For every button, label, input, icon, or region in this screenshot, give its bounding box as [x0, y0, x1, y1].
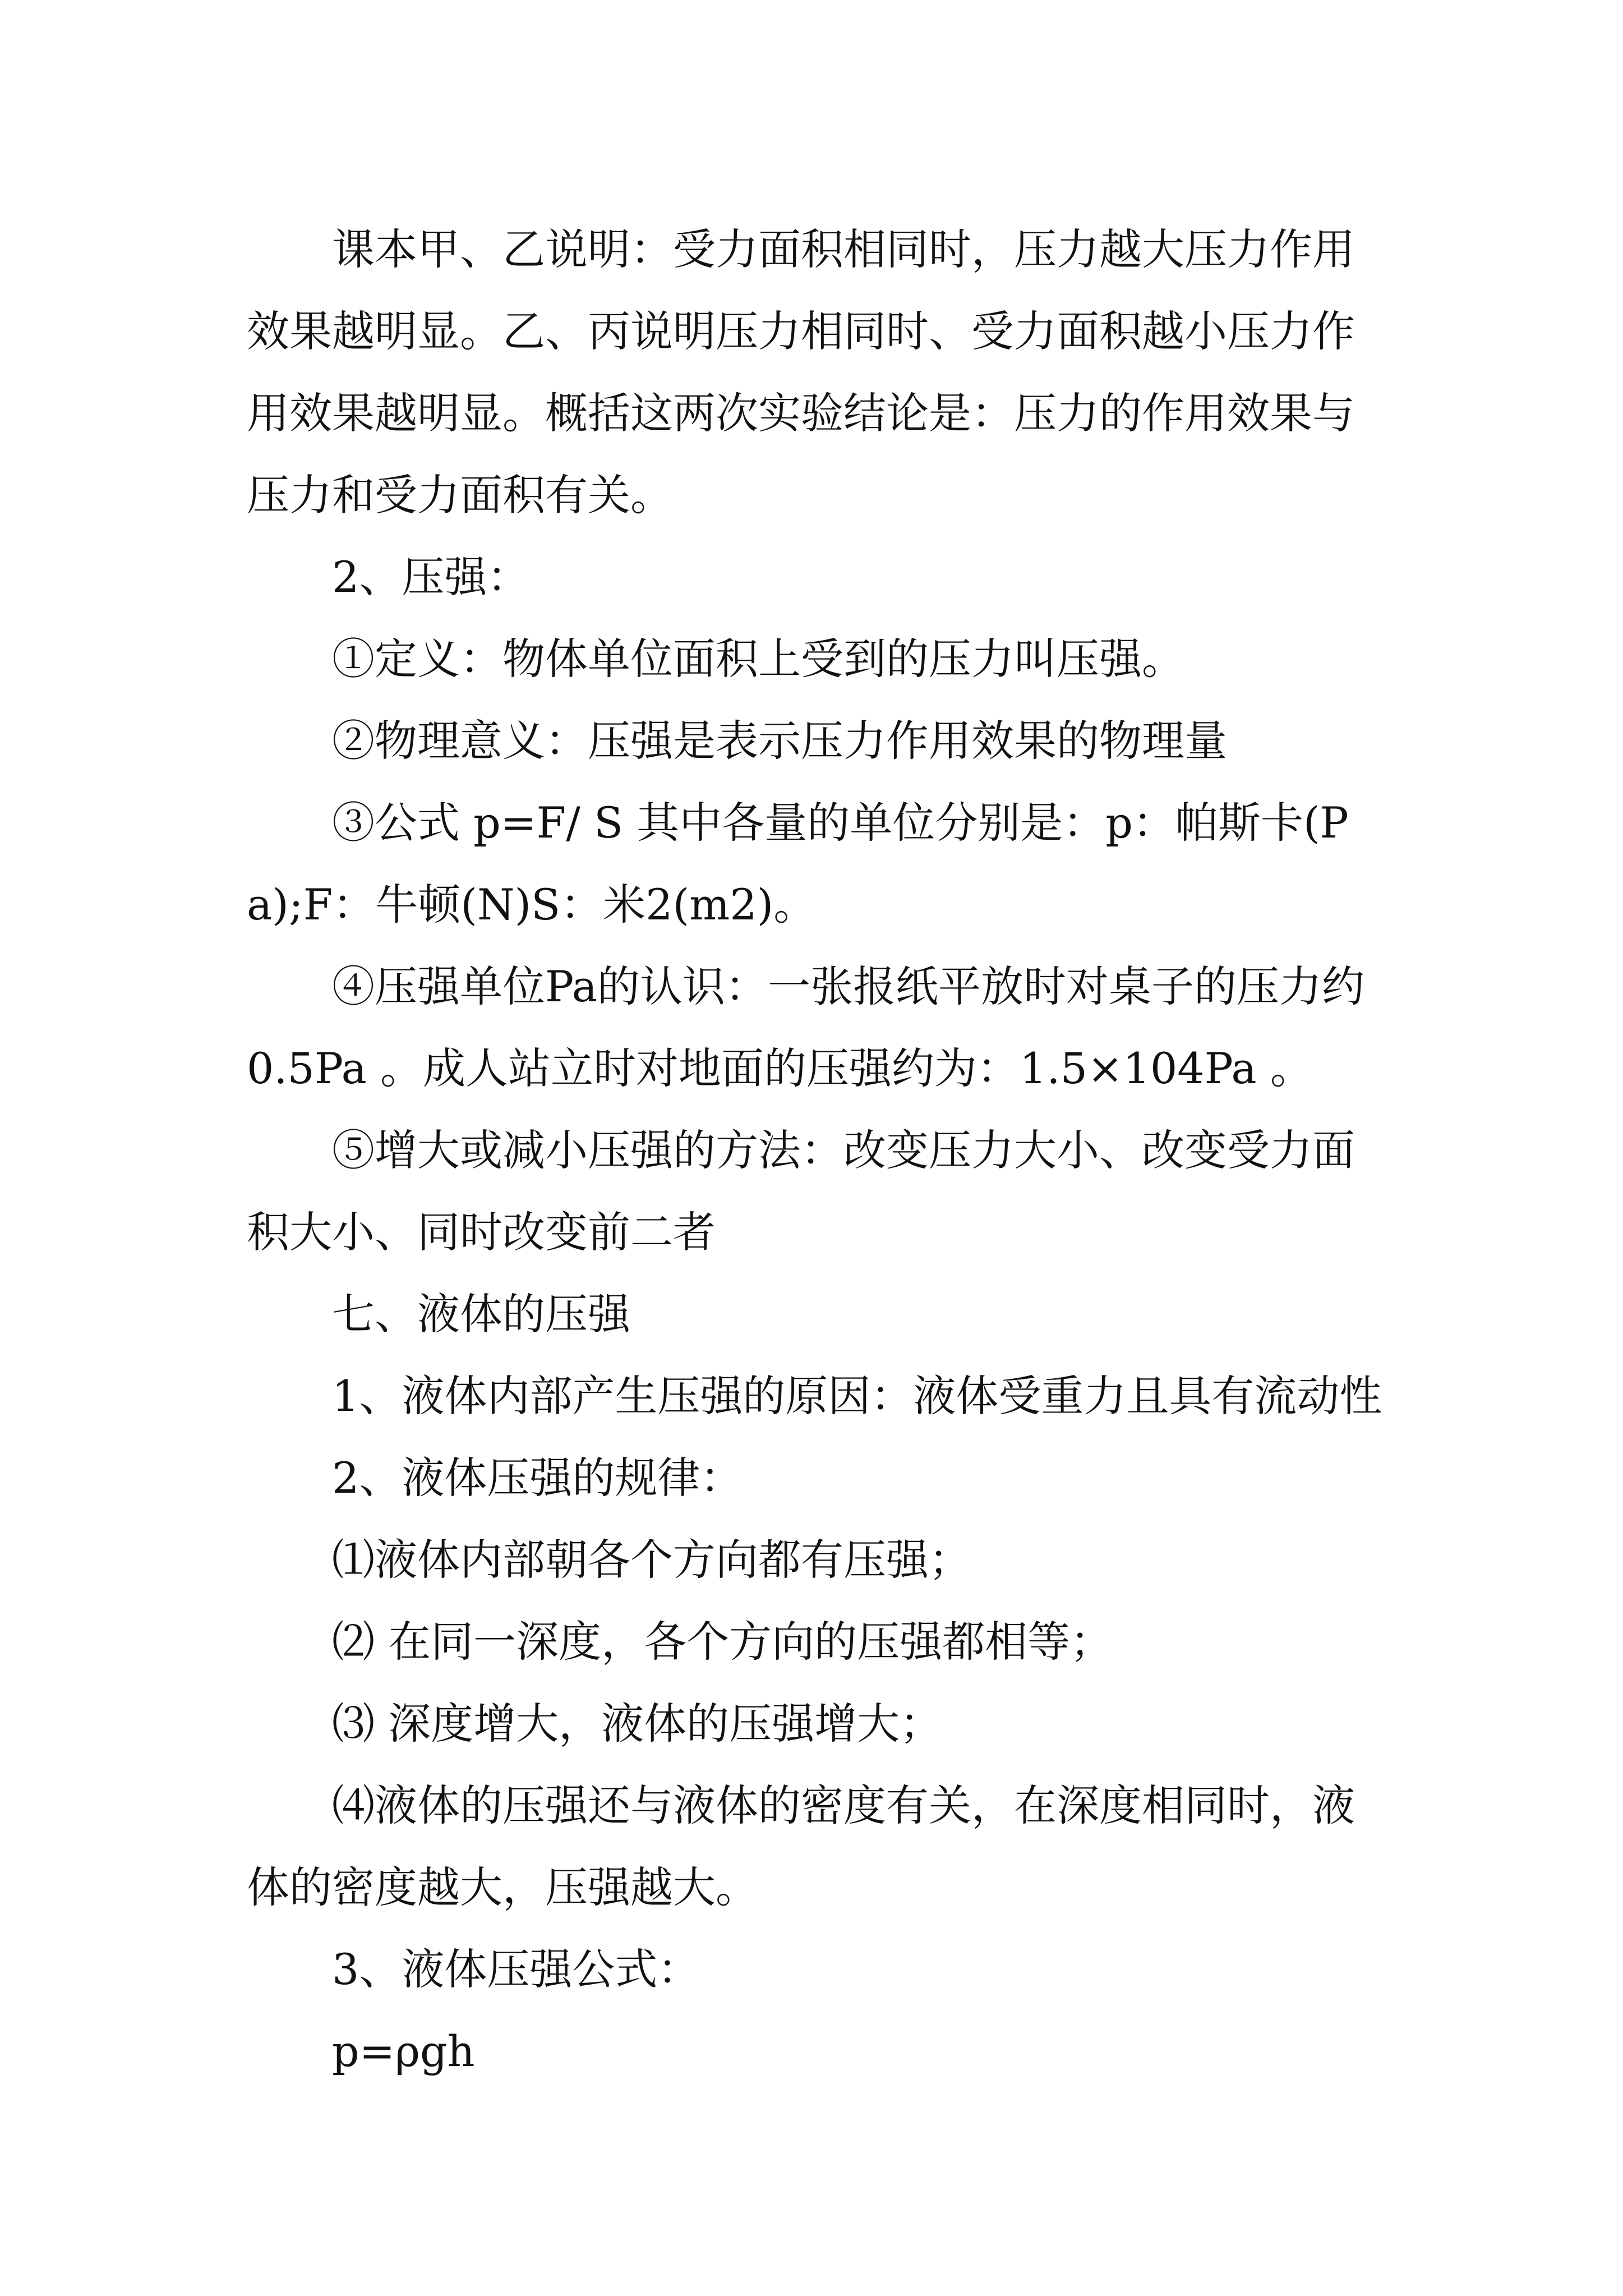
- liquid-pressure-rule-4: ⑷液体的压强还与液体的密度有关，在深度相同时，液体的密度越大，压强越大。: [247, 1780, 1355, 1912]
- pressure-unit-recognition: ④压强单位Pa的认识：一张报纸平放时对桌子的压力约0.5Pa 。成人站立时对地面的压强约为：1.5×104Pa 。: [247, 961, 1365, 1093]
- heading-pressure: 2、压强：: [332, 552, 530, 602]
- pressure-formula: ③公式 p=F/ S 其中各量的单位分别是：p：帕斯卡(Pa);F：牛顿(N)S：米2(m2)。: [247, 798, 1349, 930]
- pressure-definition: ①定义：物体单位面积上受到的压力叫压强。: [332, 634, 1184, 684]
- pressure-physical-meaning: ②物理意义：压强是表示压力作用效果的物理量: [332, 716, 1227, 766]
- heading-liquid-pressure-rules: 2、液体压强的规律：: [332, 1453, 743, 1503]
- heading-liquid-pressure-formula: 3、液体压强公式：: [332, 1944, 700, 1994]
- document-body: [247, 209, 1391, 2092]
- paragraph-experiment-conclusion: 课本甲、乙说明：受力面积相同时，压力越大压力作用效果越明显。乙、丙说明压力相同时、受力面积越小压力作用效果越明显。概括这两次实验结论是：压力的作用效果与压力和受力面积有关。: [247, 224, 1355, 520]
- liquid-pressure-rule-2: ⑵ 在同一深度，各个方向的压强都相等；: [332, 1617, 1113, 1667]
- liquid-pressure-rule-3: ⑶ 深度增大，液体的压强增大；: [332, 1699, 943, 1749]
- liquid-pressure-rule-1: ⑴液体内部朝各个方向都有压强；: [332, 1535, 971, 1585]
- liquid-pressure-formula: p=ρgh: [332, 2026, 475, 2076]
- pressure-change-methods: ⑤增大或减小压强的方法：改变压力大小、改变受力面积大小、同时改变前二者: [247, 1125, 1355, 1257]
- liquid-pressure-cause: 1、液体内部产生压强的原因：液体受重力且具有流动性: [332, 1371, 1382, 1421]
- section-heading-liquid-pressure: 七、液体的压强: [332, 1289, 630, 1339]
